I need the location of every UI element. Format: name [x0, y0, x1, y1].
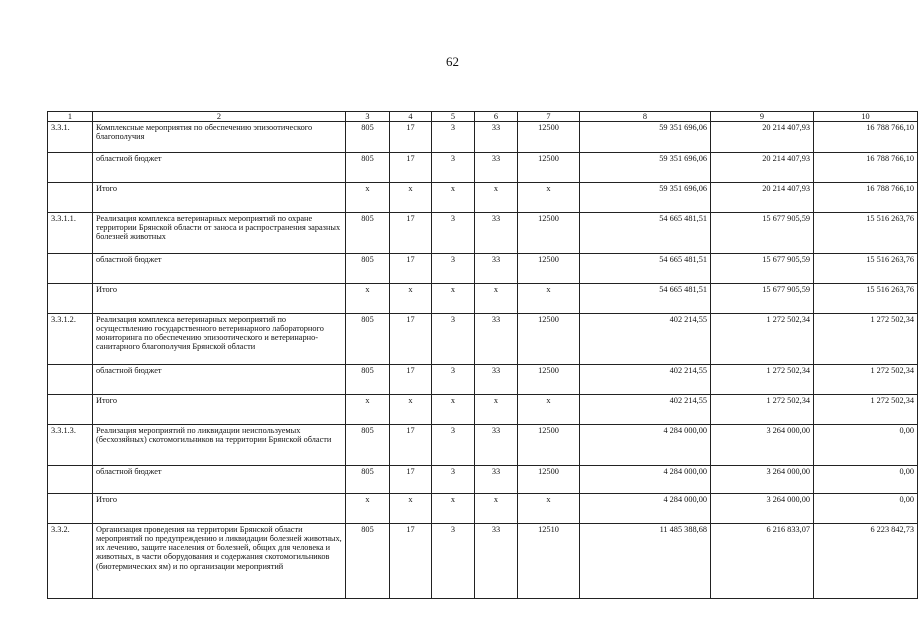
table-cell [48, 183, 93, 213]
table-cell: 4 284 000,00 [580, 466, 711, 494]
table-cell: 805 [346, 466, 390, 494]
table-cell: 6 216 833,07 [711, 524, 814, 599]
table-cell: 16 788 766,10 [814, 183, 918, 213]
table-cell: 805 [346, 425, 390, 466]
table-cell: 33 [475, 524, 518, 599]
table-cell: х [346, 494, 390, 524]
table-cell: 17 [390, 425, 432, 466]
table-cell: 4 284 000,00 [580, 425, 711, 466]
table-cell: х [346, 284, 390, 314]
table-cell: областной бюджет [93, 153, 346, 183]
table-cell: 1 272 502,34 [814, 395, 918, 425]
table-cell: 20 214 407,93 [711, 183, 814, 213]
table-row [48, 122, 918, 153]
column-header: 9 [711, 112, 814, 122]
column-header: 6 [475, 112, 518, 122]
table-cell: 4 284 000,00 [580, 494, 711, 524]
column-header: 8 [580, 112, 711, 122]
table-cell: 3 [432, 213, 475, 254]
table-cell: х [518, 494, 580, 524]
table-cell: х [390, 284, 432, 314]
table-cell [48, 494, 93, 524]
table-row [48, 314, 918, 365]
table-cell: 17 [390, 153, 432, 183]
table-cell: 15 677 905,59 [711, 284, 814, 314]
table-cell: 15 677 905,59 [711, 254, 814, 284]
table-cell: 805 [346, 213, 390, 254]
table-cell [48, 153, 93, 183]
table-cell: 15 516 263,76 [814, 213, 918, 254]
column-header: 3 [346, 112, 390, 122]
table-cell: х [518, 284, 580, 314]
budget-table [47, 111, 918, 599]
table-cell: х [475, 494, 518, 524]
table-cell: Организация проведения на территории Брянской области мероприятий по предупреждению и ликвидации болезней животных, их лечению, защите населения от болезней, общих для человека и животных, в части оборудования и содержания скотомогильников (биотермических ям) и по организации мероприятий [93, 524, 346, 599]
table-cell: 1 272 502,34 [814, 314, 918, 365]
table-cell: 12500 [518, 213, 580, 254]
table-cell: 3.3.1.2. [48, 314, 93, 365]
table-cell: 17 [390, 254, 432, 284]
table-cell: х [432, 395, 475, 425]
table-cell: 0,00 [814, 494, 918, 524]
table-cell: 12500 [518, 254, 580, 284]
column-header: 5 [432, 112, 475, 122]
table-cell: 3 [432, 153, 475, 183]
table-cell [48, 254, 93, 284]
table-cell: 1 272 502,34 [814, 365, 918, 395]
table-cell: 54 665 481,51 [580, 284, 711, 314]
table-cell [48, 466, 93, 494]
table-cell: 17 [390, 466, 432, 494]
table-cell: Реализация мероприятий по ликвидации неиспользуемых (бесхозяйных) скотомогильников на территории Брянской области [93, 425, 346, 466]
table-cell: х [390, 183, 432, 213]
table-cell: х [518, 395, 580, 425]
table-row [48, 466, 918, 494]
table-cell: 3.3.1.1. [48, 213, 93, 254]
table-cell: 402 214,55 [580, 314, 711, 365]
table-cell: 15 677 905,59 [711, 213, 814, 254]
table-cell: областной бюджет [93, 365, 346, 395]
table-row [48, 425, 918, 466]
table-cell: 3 [432, 524, 475, 599]
table-cell: х [432, 284, 475, 314]
table-cell: 0,00 [814, 425, 918, 466]
table-cell: 59 351 696,06 [580, 183, 711, 213]
table-cell: 3.3.1. [48, 122, 93, 153]
table-cell: 12500 [518, 153, 580, 183]
table-cell: 12500 [518, 425, 580, 466]
table-row [48, 365, 918, 395]
table-cell: 3 [432, 365, 475, 395]
column-header: 2 [93, 112, 346, 122]
table-cell: х [390, 395, 432, 425]
table-cell: 12500 [518, 466, 580, 494]
table-cell: х [432, 183, 475, 213]
table-cell: 17 [390, 524, 432, 599]
page-number: 62 [446, 54, 459, 69]
table-cell: х [475, 395, 518, 425]
table-cell: 805 [346, 153, 390, 183]
header-row [48, 112, 918, 122]
table-row [48, 254, 918, 284]
table-cell: Комплексные мероприятия по обеспечению эпизоотического благополучия [93, 122, 346, 153]
table-cell [48, 395, 93, 425]
table-cell: х [432, 494, 475, 524]
table-row [48, 284, 918, 314]
table-cell [48, 365, 93, 395]
table-row [48, 153, 918, 183]
table-cell: 20 214 407,93 [711, 122, 814, 153]
table-cell: 805 [346, 314, 390, 365]
table-cell: 3 264 000,00 [711, 425, 814, 466]
table-cell: 17 [390, 365, 432, 395]
column-header: 10 [814, 112, 918, 122]
table-cell: 16 788 766,10 [814, 122, 918, 153]
table-cell: 402 214,55 [580, 395, 711, 425]
table-cell: 17 [390, 314, 432, 365]
table-row [48, 494, 918, 524]
table-cell: 33 [475, 365, 518, 395]
table-row [48, 524, 918, 599]
table-cell: 3 [432, 425, 475, 466]
table-cell: х [346, 183, 390, 213]
table-cell: 3.3.2. [48, 524, 93, 599]
table-cell: 3 [432, 122, 475, 153]
table-cell: х [518, 183, 580, 213]
table-cell: 33 [475, 425, 518, 466]
table-cell: 12510 [518, 524, 580, 599]
table-cell: 1 272 502,34 [711, 365, 814, 395]
table-cell: Реализация комплекса ветеринарных мероприятий по осуществлению государственного ветеринарного лабораторного мониторинга по обеспечению эпизоотического и ветеринарно-санитарного благополучия Брянской области [93, 314, 346, 365]
table-cell: 33 [475, 314, 518, 365]
table-cell: 17 [390, 213, 432, 254]
table-cell: 15 516 263,76 [814, 254, 918, 284]
table-cell: 0,00 [814, 466, 918, 494]
table-cell: 33 [475, 153, 518, 183]
table-cell: 12500 [518, 122, 580, 153]
column-header: 4 [390, 112, 432, 122]
table-cell: Итого [93, 183, 346, 213]
table-cell: 20 214 407,93 [711, 153, 814, 183]
table-cell: 16 788 766,10 [814, 153, 918, 183]
table-cell: 11 485 388,68 [580, 524, 711, 599]
table-cell: 3 264 000,00 [711, 466, 814, 494]
table-cell: 3 [432, 466, 475, 494]
table-cell: 1 272 502,34 [711, 314, 814, 365]
table-cell: х [475, 284, 518, 314]
table-row [48, 213, 918, 254]
table-cell: 805 [346, 524, 390, 599]
table-cell: 33 [475, 254, 518, 284]
table-cell: 3 [432, 314, 475, 365]
table-cell: 15 516 263,76 [814, 284, 918, 314]
table-cell [48, 284, 93, 314]
table-cell: областной бюджет [93, 254, 346, 284]
table-row [48, 395, 918, 425]
table-cell: х [475, 183, 518, 213]
table-cell: 6 223 842,73 [814, 524, 918, 599]
table-cell: х [390, 494, 432, 524]
table-cell: х [346, 395, 390, 425]
table-cell: 805 [346, 365, 390, 395]
table-cell: 402 214,55 [580, 365, 711, 395]
table-cell: 805 [346, 254, 390, 284]
table-cell: 3 264 000,00 [711, 494, 814, 524]
table-cell: областной бюджет [93, 466, 346, 494]
table-cell: 59 351 696,06 [580, 153, 711, 183]
table-cell: Итого [93, 395, 346, 425]
table-cell: Реализация комплекса ветеринарных мероприятий по охране территории Брянской области от заноса и распространения заразных болезней животных [93, 213, 346, 254]
table-cell: 12500 [518, 365, 580, 395]
table-cell: 3.3.1.3. [48, 425, 93, 466]
table-cell: 1 272 502,34 [711, 395, 814, 425]
table-row [48, 183, 918, 213]
table-cell: 12500 [518, 314, 580, 365]
table-cell: 805 [346, 122, 390, 153]
table-cell: Итого [93, 284, 346, 314]
table-cell: 54 665 481,51 [580, 213, 711, 254]
table-cell: 3 [432, 254, 475, 284]
table-cell: 54 665 481,51 [580, 254, 711, 284]
column-header: 1 [48, 112, 93, 122]
table-cell: 59 351 696,06 [580, 122, 711, 153]
table-cell: Итого [93, 494, 346, 524]
table-cell: 17 [390, 122, 432, 153]
table-cell: 33 [475, 466, 518, 494]
table-cell: 33 [475, 213, 518, 254]
table-cell: 33 [475, 122, 518, 153]
column-header: 7 [518, 112, 580, 122]
